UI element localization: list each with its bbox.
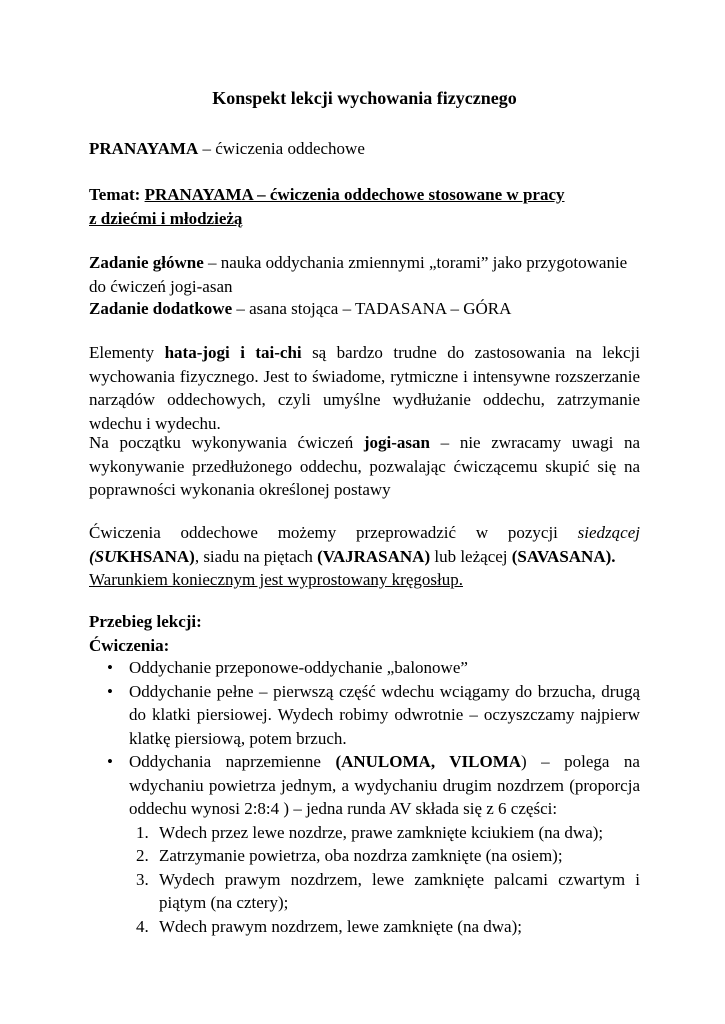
bullet1-text: Oddychanie przeponowe-oddychanie „balonowe”	[129, 658, 468, 677]
para2-text2: – nie zwracamy uwagi na wykonywanie przedłużonego oddechu, pozwalając ćwiczącemu skupić się na poprawności wykonania określonej postawy	[89, 433, 641, 499]
extra-task-text: – asana stojąca – TADASANA – GÓRA	[232, 299, 512, 318]
para3-bold-italic: (SU	[89, 546, 117, 566]
exercises-heading: Ćwiczenia:	[89, 635, 170, 655]
bullet2-text: Oddychanie pełne – pierwszą część wdechu wciągamy do brzucha, drugą do klatki piersiowej. Wydech robimy odwrotnie – oczyszczamy najpierw klatkę piersiową, potem brzuch.	[129, 681, 640, 748]
subtitle-bold: PRANAYAMA	[89, 139, 199, 158]
paragraph-positions	[89, 521, 640, 592]
extra-task-label: Zadanie dodatkowe	[89, 299, 233, 318]
bullet3-bold: (ANULOMA, VILOMA	[335, 752, 522, 771]
para3-text1: Ćwiczenia oddechowe możemy przeprowadzić w pozycji	[89, 523, 578, 542]
step-number: 4.	[136, 916, 149, 936]
para2-text1: Na początku wykonywania ćwiczeń	[89, 433, 364, 452]
para3-bold3: (SAVASANA).	[511, 546, 616, 566]
list-item	[89, 680, 640, 751]
para3-bold1: KHSANA)	[116, 546, 195, 566]
main-task-text2: do ćwiczeń jogi-asan	[89, 276, 233, 296]
paragraph-beginning	[89, 431, 640, 502]
list-item	[89, 868, 640, 915]
subtitle-rest: – ćwiczenia oddechowe	[198, 139, 365, 158]
step-number: 1.	[136, 822, 149, 842]
exercise-list	[89, 656, 640, 938]
para1-text1: Elementy	[89, 343, 165, 362]
main-task-label: Zadanie główne	[89, 253, 204, 272]
para3-italic: siedzącej	[577, 523, 640, 542]
lesson-course-heading: Przebieg lekcji:	[89, 612, 202, 631]
para3-bold2: (VAJRASANA)	[317, 546, 431, 566]
bullet3-text1: Oddychania naprzemienne	[129, 752, 336, 771]
page-title: Konspekt lekcji wychowania fizycznego	[212, 88, 517, 108]
step-text: Wydech prawym nozdrzem, lewe zamknięte palcami czwartym i piątym (na cztery);	[159, 869, 640, 912]
extra-task	[89, 297, 640, 321]
list-item	[89, 844, 640, 868]
topic-label: Temat:	[89, 185, 141, 204]
step-text: Wdech przez lewe nozdrze, prawe zamknięte kciukiem (na dwa);	[159, 822, 604, 842]
main-task	[89, 251, 640, 298]
list-item	[89, 750, 640, 821]
main-task-text1: – nauka oddychania zmiennymi „torami” jako przygotowanie	[203, 253, 628, 272]
bullet3-text2: ) – polega na wdychaniu powietrza jednym, a wydychaniu drugim nozdrzem (proporcja oddechu wynosi 2:8:4 ) – jedna runda AV składa się z 6 części:	[129, 752, 640, 818]
step-number: 3.	[136, 869, 149, 889]
step-text: Zatrzymanie powietrza, oba nozdrza zamknięte (na osiem);	[159, 846, 563, 865]
topic-line2: z dziećmi i młodzieżą	[89, 208, 243, 228]
list-item	[89, 656, 640, 680]
step-number: 2.	[136, 846, 149, 865]
subtitle	[89, 137, 640, 161]
list-item	[89, 821, 640, 845]
para1-text2: są bardzo trudne do zastosowania na lekcji wychowania fizycznego. Jest to świadome, rytmiczne i intensywne rozszerzanie narządów oddechowych, czyli umyślne wydłużanie oddechu, zatrzymanie wdechu i wydechu.	[89, 343, 640, 433]
para2-bold: jogi-asan	[363, 433, 430, 452]
steps-list	[89, 821, 640, 939]
list-item	[89, 915, 640, 939]
topic	[89, 183, 640, 230]
paragraph-elements	[89, 341, 640, 435]
para1-bold: hata-jogi i tai-chi	[164, 343, 302, 362]
para3-underline: Warunkiem koniecznym jest wyprostowany kręgosłup.	[89, 570, 463, 589]
lesson-heading	[89, 610, 640, 657]
para3-text3: lub leżącej	[430, 546, 512, 566]
topic-line1: PRANAYAMA – ćwiczenia oddechowe stosowane w pracy	[144, 185, 565, 204]
step-text: Wdech prawym nozdrzem, lewe zamknięte (na dwa);	[159, 916, 522, 936]
para3-text2: , siadu na piętach	[194, 546, 318, 566]
